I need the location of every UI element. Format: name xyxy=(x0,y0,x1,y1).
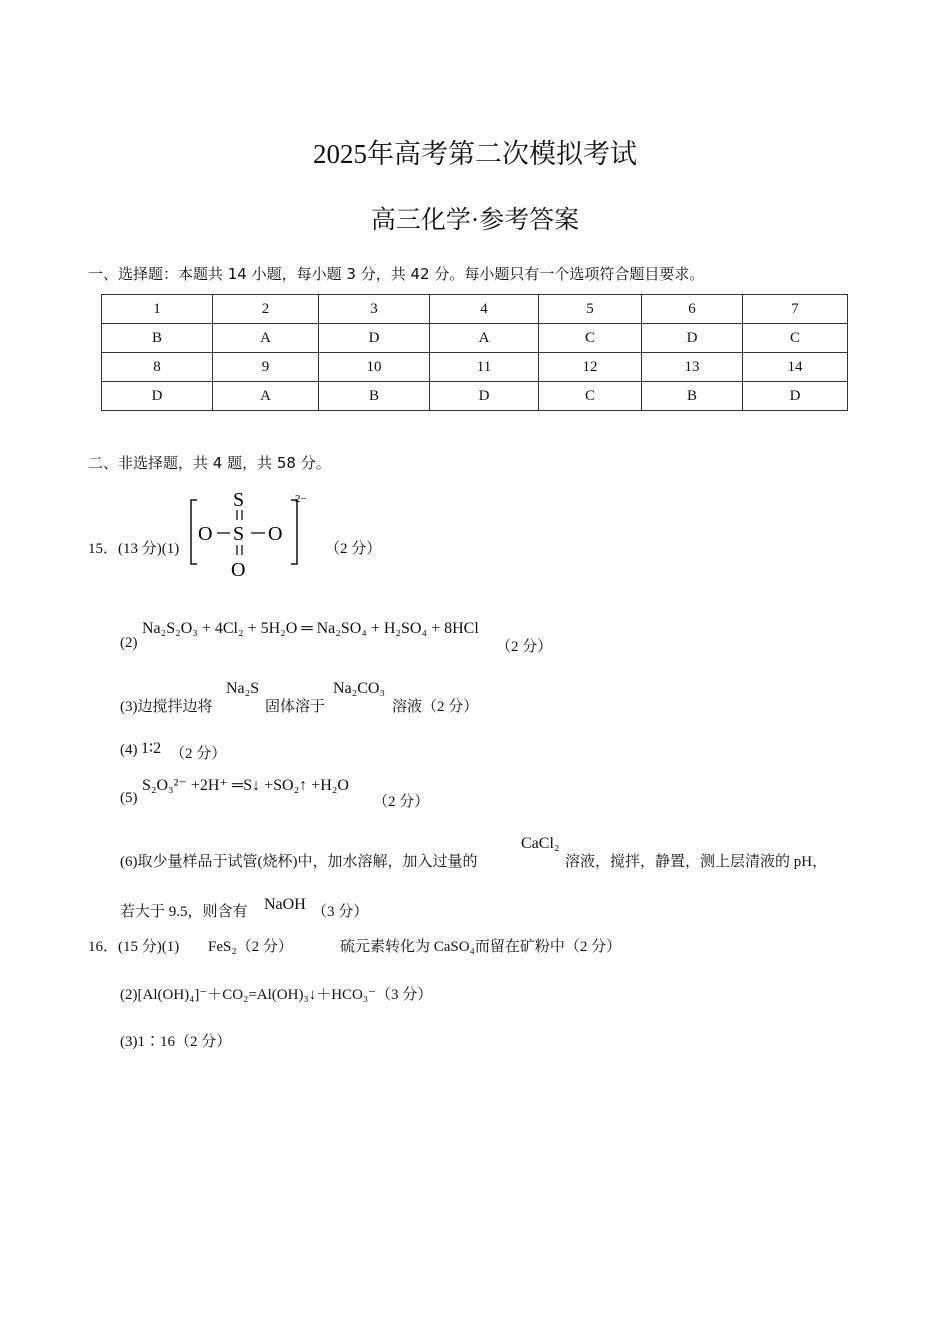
struct-charge: 2− xyxy=(295,493,307,505)
q15-p3-formula1: Na₂S xyxy=(226,680,260,697)
table-row xyxy=(102,324,848,353)
thiosulfate-structure xyxy=(187,488,317,583)
answer-table xyxy=(101,294,848,411)
table-cell: 10 xyxy=(319,353,430,382)
page-subtitle: 高三化学·参考答案 xyxy=(370,207,580,234)
table-cell: D xyxy=(102,382,213,411)
struct-top-atom: S xyxy=(233,489,245,511)
q16-p1-answer-b: 硫元素转化为 CaSO₄而留在矿粉中（2 分） xyxy=(340,939,622,955)
table-cell: 6 xyxy=(642,295,743,324)
q15-p2-equation: Na₂S₂O₃ + 4Cl₂ + 5H₂O ═ Na₂SO₄ + H₂SO₄ + 8HCl xyxy=(142,620,479,637)
q15-p6-text-b: 溶液，搅拌，静置，测上层清液的 pH， xyxy=(565,854,828,870)
table-cell: 14 xyxy=(743,353,848,382)
q15-p3-text-b: 固体溶于 xyxy=(265,699,326,715)
table-cell: D xyxy=(642,324,743,353)
table-cell: C xyxy=(743,324,848,353)
table-cell: 13 xyxy=(642,353,743,382)
q15-p4-score: （2 分） xyxy=(170,746,227,762)
table-cell: 1 xyxy=(102,295,213,324)
q15-p6-score: （3 分） xyxy=(312,904,369,920)
table-row xyxy=(102,295,848,324)
table-cell: 7 xyxy=(743,295,848,324)
table-cell: 12 xyxy=(539,353,642,382)
q15-p6-text-a: (6)取少量样品于试管(烧杯)中，加水溶解，加入过量的 xyxy=(120,854,478,870)
q16-p1-answer-a: FeS₂（2 分） xyxy=(208,939,293,955)
table-cell: 2 xyxy=(213,295,319,324)
table-row xyxy=(102,353,848,382)
table-cell: 4 xyxy=(430,295,539,324)
q15-p3-formula2: Na₂CO₃ xyxy=(333,680,386,697)
table-cell: D xyxy=(430,382,539,411)
q15-p4-label: (4) xyxy=(120,742,138,758)
table-cell: 3 xyxy=(319,295,430,324)
table-cell: A xyxy=(213,382,319,411)
q15-p6-text-c: 若大于 9.5，则含有 xyxy=(120,904,248,920)
table-cell: 11 xyxy=(430,353,539,382)
q15-p4-value: 1∶2 xyxy=(141,740,162,757)
page-title: 2025年高考第二次模拟考试 xyxy=(313,139,637,169)
section1-heading: 一、选择题：本题共 14 小题，每小题 3 分，共 42 分。每小题只有一个选项符合题目要求。 xyxy=(88,265,705,283)
q15-p2-label: (2) xyxy=(120,635,138,651)
q15-p6-formula2: NaOH xyxy=(264,896,306,913)
q15-p5-score: （2 分） xyxy=(373,794,430,810)
q15-p6-formula: CaCl₂ xyxy=(521,835,560,852)
table-cell: A xyxy=(213,324,319,353)
struct-left-atom: O xyxy=(198,523,213,545)
struct-center-atom: S xyxy=(233,523,245,545)
struct-bottom-atom: O xyxy=(231,559,246,581)
table-cell: D xyxy=(743,382,848,411)
table-cell: B xyxy=(319,382,430,411)
q16-label: 16．(15 分)(1) xyxy=(88,939,180,955)
q16-p3-answer: (3)1∶16（2 分） xyxy=(120,1034,232,1050)
table-cell: 5 xyxy=(539,295,642,324)
table-cell: D xyxy=(319,324,430,353)
struct-right-atom: O xyxy=(268,523,283,545)
table-cell: B xyxy=(642,382,743,411)
q15-p1-score: （2 分） xyxy=(325,541,382,557)
table-cell: C xyxy=(539,382,642,411)
section2-heading: 二、非选择题，共 4 题，共 58 分。 xyxy=(88,454,331,472)
q15-p3-text-c: 溶液（2 分） xyxy=(392,699,479,715)
table-cell: 9 xyxy=(213,353,319,382)
q15-p2-score: （2 分） xyxy=(496,639,553,655)
table-cell: 8 xyxy=(102,353,213,382)
table-cell: B xyxy=(102,324,213,353)
table-cell: A xyxy=(430,324,539,353)
q15-p5-equation: S₂O₃²⁻ +2H⁺ ═S↓ +SO₂↑ +H₂O xyxy=(142,777,349,794)
table-row xyxy=(102,382,848,411)
q15-p5-label: (5) xyxy=(120,790,138,806)
q15-label: 15．(13 分)(1) xyxy=(88,541,180,557)
q15-p3-text-a: (3)边搅拌边将 xyxy=(120,699,213,715)
q16-p2-answer: (2)[Al(OH)₄]⁻＋CO₂=Al(OH)₃↓＋HCO₃⁻（3 分） xyxy=(120,987,433,1003)
table-cell: C xyxy=(539,324,642,353)
